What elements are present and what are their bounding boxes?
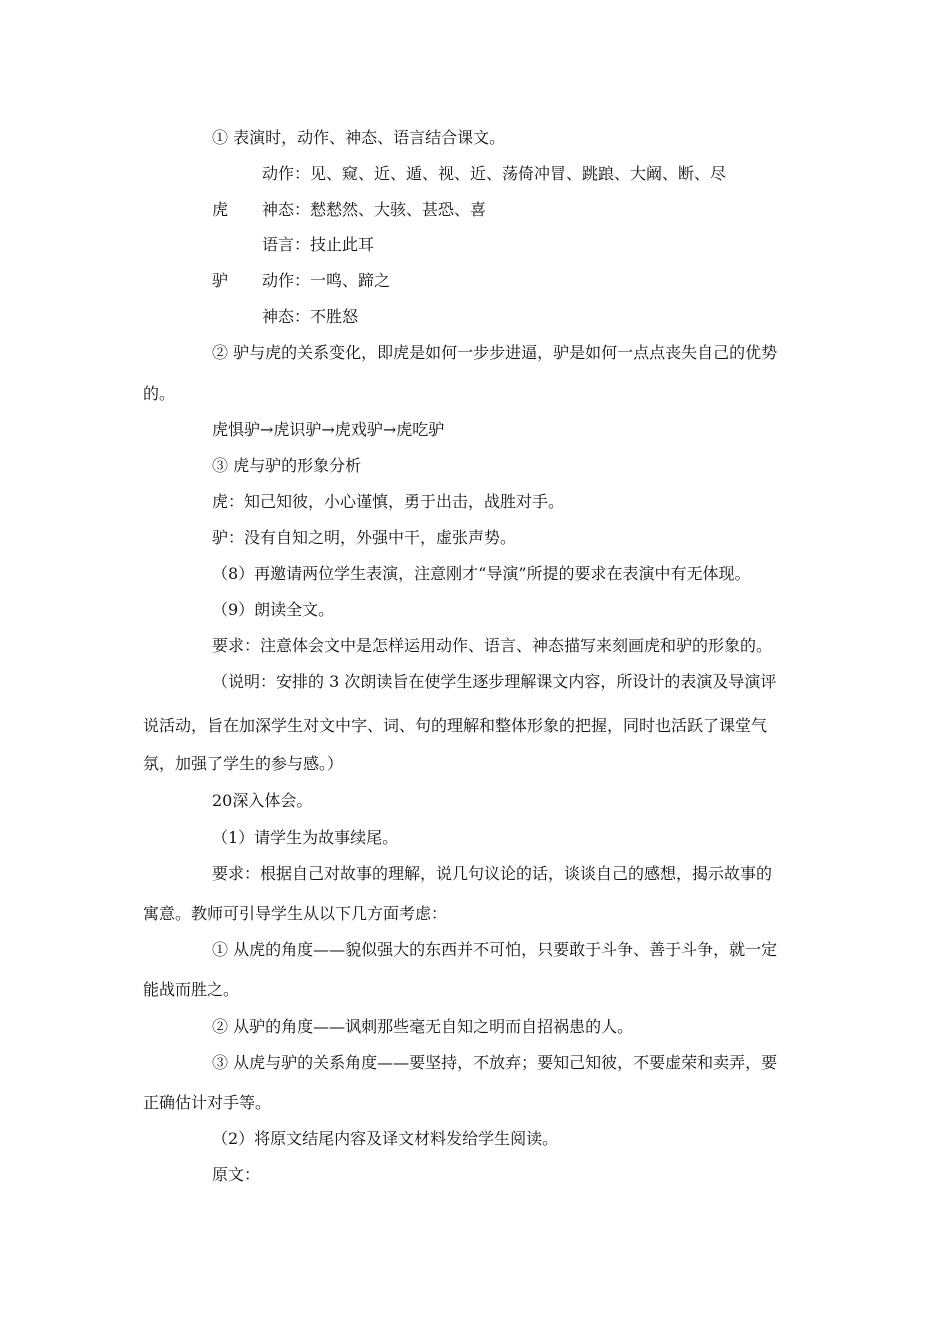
- line-step-20: 20深入体会。: [212, 791, 313, 810]
- line-tiger-angle-cont: 能战而胜之。: [143, 980, 240, 999]
- line-tiger-actions: 动作：见、窥、近、遁、视、近、荡倚冲冒、跳踉、大阚、断、尽: [262, 164, 727, 183]
- line-tiger-angle: ① 从虎的角度——貌似强大的东西并不可怕，只要敢于斗争、善于斗争，就一定: [212, 940, 778, 959]
- line-relationship-angle: ③ 从虎与驴的关系角度——要坚持，不放弃；要知己知彼，不要虚荣和卖弄，要: [212, 1053, 778, 1072]
- line-step-8: （8）再邀请两位学生表演，注意刚才“导演”所提的要求在表演中有无体现。: [212, 564, 751, 583]
- line-note-2: 说活动，旨在加深学生对文中字、词、句的理解和整体形象的把握，同时也活跃了课堂气: [143, 716, 768, 735]
- line-sub-2: （2）将原文结尾内容及译文材料发给学生阅读。: [212, 1129, 559, 1148]
- label-tiger: 虎: [212, 200, 229, 219]
- line-tiger-manner: 神态：慭慭然、大骇、甚恐、喜: [262, 200, 487, 219]
- line-sequel-requirement: 要求：根据自己对故事的理解，说几句议论的话，谈谈自己的感想，揭示故事的: [212, 864, 773, 883]
- line-image-analysis: ③ 虎与驴的形象分析: [212, 456, 362, 475]
- line-note-1: （说明：安排的 3 次朗读旨在使学生逐步理解课文内容，所设计的表演及导演评: [212, 672, 777, 691]
- label-donkey: 驴: [212, 271, 229, 290]
- line-donkey-image: 驴：没有自知之明，外强中干，虚张声势。: [212, 528, 517, 547]
- line-donkey-actions: 动作：一鸣、蹄之: [262, 271, 391, 290]
- line-tiger-speech: 语言：技止此耳: [262, 235, 375, 254]
- line-note-3: 氛，加强了学生的参与感。）: [143, 754, 344, 773]
- line-reading-requirement: 要求：注意体会文中是怎样运用动作、语言、神态描写来刻画虎和驴的形象的。: [212, 636, 773, 655]
- line-relationship-chain: 虎惧驴→虎识驴→虎戏驴→虎吃驴: [212, 420, 445, 439]
- line-relationship-angle-cont: 正确估计对手等。: [143, 1093, 272, 1112]
- line-donkey-angle: ② 从驴的角度——讽刺那些毫无自知之明而自招祸患的人。: [212, 1017, 634, 1036]
- line-sequel-requirement-cont: 寓意。教师可引导学生从以下几方面考虑：: [143, 904, 448, 923]
- line-performance-requirement: ① 表演时，动作、神态、语言结合课文。: [212, 128, 506, 147]
- line-sub-1: （1）请学生为故事续尾。: [212, 828, 399, 847]
- line-donkey-manner: 神态：不胜怒: [262, 307, 359, 326]
- line-relationship-change: ② 驴与虎的关系变化，即虎是如何一步步进逼，驴是如何一点点丧失自己的优势: [212, 343, 778, 362]
- line-relationship-change-cont: 的。: [143, 384, 176, 403]
- line-tiger-image: 虎：知己知彼，小心谨慎，勇于出击，战胜对手。: [212, 492, 565, 511]
- line-step-9: （9）朗读全文。: [212, 600, 335, 619]
- line-original-text-label: 原文：: [212, 1165, 261, 1184]
